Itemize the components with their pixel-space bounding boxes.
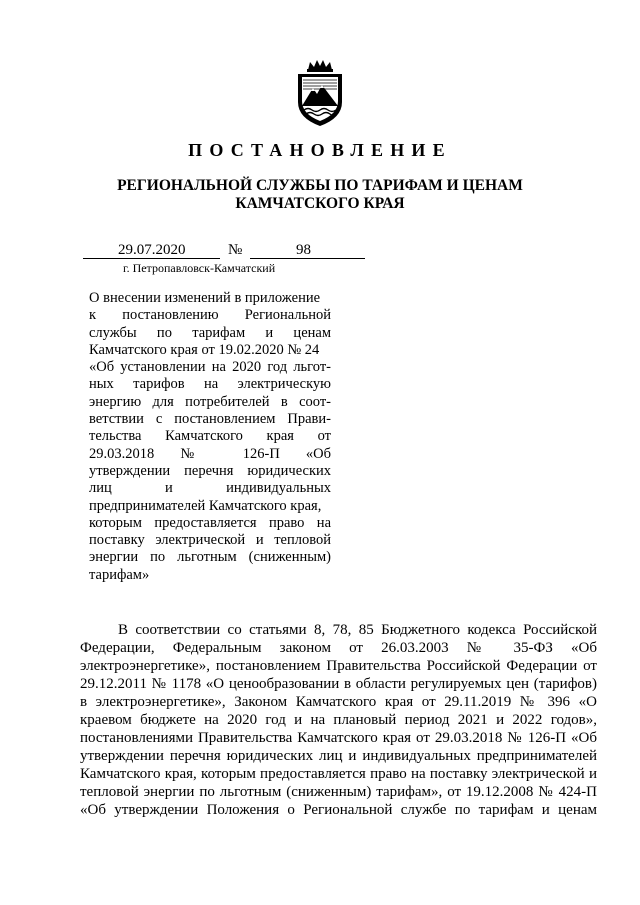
preamble-text <box>80 621 597 819</box>
number-sign: № <box>228 242 243 258</box>
subject-line: энергию для потребителей в соот- <box>89 393 331 410</box>
document-number: 98 <box>296 242 311 258</box>
body-line: Камчатского края, которым предоставляется право на поставку электрической и <box>80 766 597 782</box>
body-line: в электроэнергетике», Законом Камчатского края от 29.11.2019 № 396 «О <box>80 694 597 710</box>
subject-line: ветствии с постановлением Прави- <box>89 411 331 428</box>
body-line: 29.12.2011 № 1178 «О ценообразовании в области регулируемых цен (тарифов) <box>80 676 597 692</box>
body-line: краевом бюджете на 2020 год и на плановый период 2021 и 2022 годов», <box>80 712 597 728</box>
city: г. Петропавловск-Камчатский <box>123 261 276 275</box>
body-line: постановлениями Правительства Камчатского края от 29.03.2018 № 126-П «Об <box>80 730 597 746</box>
subject-line: ных тарифов на электрическую <box>89 376 331 393</box>
subject-line: утверждении перечня юридических <box>89 462 331 479</box>
subject-line: тельства Камчатского края от <box>89 428 331 445</box>
document-date: 29.07.2020 <box>118 242 186 258</box>
document-meta <box>83 241 365 261</box>
document-subject <box>89 290 331 584</box>
subject-line: к постановлению Региональной <box>89 307 331 324</box>
subject-line: предпринимателей Камчатского края, <box>89 497 322 514</box>
subject-line: «Об установлении на 2020 год льгот- <box>89 359 331 376</box>
issuer <box>0 177 640 213</box>
subject-line: поставку электрической и тепловой <box>89 532 331 549</box>
body-line: электроэнергетике», постановлением Правительства Российской Федерации от <box>80 658 597 674</box>
subject-line: лиц и индивидуальных <box>89 480 331 497</box>
subject-line: службы по тарифам и ценам <box>89 324 331 341</box>
body-line: Федерации, Федеральным законом от 26.03.2003 № 35-ФЗ «Об <box>80 640 597 656</box>
body-line: тепловой энергии по льготным (сниженным) тарифам», от 19.12.2008 № 424-П <box>80 784 597 800</box>
body-line: В соответствии со статьями 8, 78, 85 Бюджетного кодекса Российской <box>118 622 597 638</box>
subject-line: тарифам» <box>89 566 150 583</box>
body-line: утверждении перечня юридических лиц и индивидуальных предпринимателей <box>80 748 597 764</box>
issuer-line: КАМЧАТСКОГО КРАЯ <box>235 195 405 212</box>
body-line: «Об утверждении Положения о Региональной службе по тарифам и ценам <box>80 802 597 818</box>
subject-line: которым предоставляется право на <box>89 514 331 531</box>
subject-line: энергии по льготным (сниженным) <box>89 549 331 566</box>
subject-line: Камчатского края от 19.02.2020 № 24 <box>89 341 320 358</box>
kamchatka-coat-of-arms-icon <box>294 58 346 128</box>
issuer-line: РЕГИОНАЛЬНОЙ СЛУЖБЫ ПО ТАРИФАМ И ЦЕНАМ <box>117 177 523 194</box>
subject-line: 29.03.2018 № 126-П «Об <box>89 445 331 462</box>
coat-of-arms <box>294 58 346 128</box>
document-type: ПОСТАНОВЛЕНИЕ <box>188 140 452 160</box>
subject-line: О внесении изменений в приложение <box>89 290 321 306</box>
